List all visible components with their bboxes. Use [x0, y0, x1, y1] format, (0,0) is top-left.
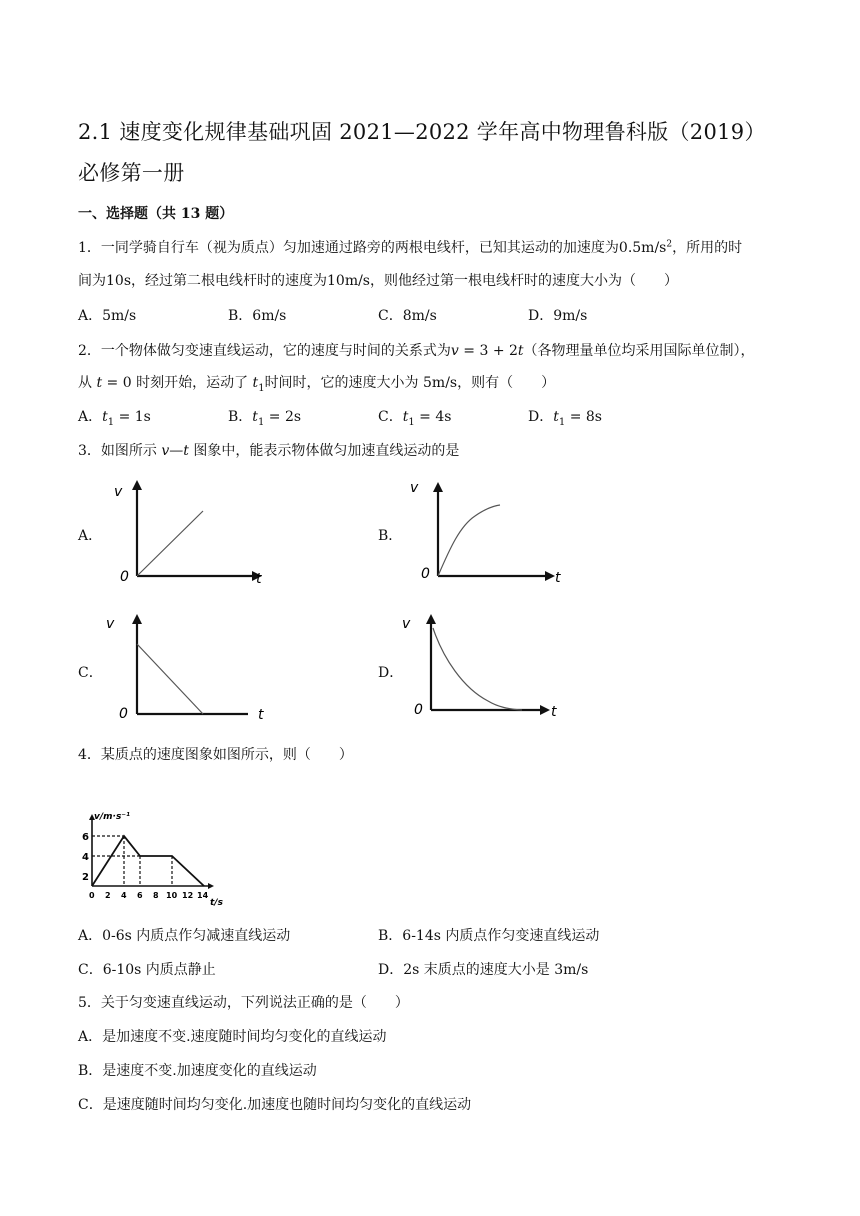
q2-option-d[interactable]: D．$t_1 = 8s$: [528, 409, 602, 428]
q2-option-a[interactable]: A．$t_1 = 1s$: [78, 409, 151, 428]
q4-xtick-0: 0: [89, 891, 95, 900]
graph-b-curve: [438, 505, 500, 576]
q1-line1: [78, 237, 742, 257]
graph-d-t-label: t: [551, 704, 557, 720]
q2-option-c[interactable]: C．$t_1 = 4s$: [378, 409, 452, 428]
graph-b-v-label: v: [410, 480, 419, 496]
v-axis-arrow-icon: [132, 480, 142, 490]
q1-option-a[interactable]: A．5m/s: [78, 308, 137, 324]
graph-c-t-label: t: [258, 707, 264, 723]
q4-xtick-12: 12: [182, 891, 194, 900]
q3-graph-d: [398, 608, 568, 723]
q1-line2: 间为10s，经过第二根电线杆时的速度为10m/s，则他经过第一根电线杆时的速度大小为（ ）: [78, 273, 678, 289]
page-title-line1: 2.1 速度变化规律基础巩固 2021—2022 学年高中物理鲁科版（2019）: [78, 120, 766, 144]
q5-option-c[interactable]: C．是速度随时间均匀变化.加速度也随时间均匀变化的直线运动: [78, 1097, 472, 1113]
graph-a-t-label: t: [256, 571, 262, 587]
q1-option-b[interactable]: B．6m/s: [228, 308, 287, 324]
graph-a-v-label: v: [114, 484, 123, 500]
q4-ytick-2: 2: [82, 872, 89, 883]
q5-option-b[interactable]: B．是速度不变.加速度变化的直线运动: [78, 1063, 317, 1079]
q4-option-d[interactable]: D．2s 末质点的速度大小是 3m/s: [378, 962, 589, 978]
q1-option-d[interactable]: D．9m/s: [528, 308, 588, 324]
v-axis-arrow-icon: [426, 614, 436, 624]
q4-option-c[interactable]: C．6-10s 内质点静止: [78, 962, 216, 978]
q3-option-b-label[interactable]: B．: [378, 528, 403, 544]
q4-graph: [82, 808, 232, 908]
q4-option-a[interactable]: A．0-6s 内质点作匀减速直线运动: [78, 928, 291, 944]
graph-c-v-label: v: [106, 616, 115, 632]
q4-xtick-10: 10: [166, 891, 178, 900]
q4-xtick-8: 8: [153, 891, 159, 900]
q4-xtick-4: 4: [121, 891, 127, 900]
q4-xtick-2: 2: [105, 891, 111, 900]
q2-option-b[interactable]: B．$t_1 = 2s$: [228, 409, 302, 428]
q3-graph-b: [405, 478, 565, 588]
page-title-line2: 必修第一册: [78, 161, 185, 185]
graph-a-curve: [137, 511, 203, 576]
graph-b-origin: 0: [421, 566, 430, 582]
q4-option-b[interactable]: B．6-14s 内质点作匀变速直线运动: [378, 928, 600, 944]
q3-stem: 3．如图所示 v—t 图象中，能表示物体做匀加速直线运动的是: [78, 443, 460, 459]
q4-ytick-4: 4: [82, 852, 89, 863]
q3-graph-a: [112, 478, 272, 588]
q5-option-a[interactable]: A．是加速度不变.速度随时间均匀变化的直线运动: [78, 1029, 387, 1045]
section-heading: 一、选择题（共 13 题）: [78, 206, 234, 222]
q1-text: 1．一同学骑自行车（视为质点）匀加速通过路旁的两根电线杆，已知其运动的加速度为: [78, 240, 619, 256]
q4-xtick-6: 6: [137, 891, 143, 900]
q2-line1: 2．一个物体做匀变速直线运动，它的速度与时间的关系式为v = 3 + 2t（各物理量单位均采用国际单位制），: [78, 343, 755, 359]
graph-d-origin: 0: [414, 702, 423, 718]
q4-vt-curve: [92, 836, 204, 886]
v-axis-arrow-icon: [132, 614, 142, 624]
t-axis-arrow-icon: [545, 571, 555, 581]
q4-ylabel: v/m·s⁻¹: [94, 812, 130, 822]
q3-option-d-label[interactable]: D．: [378, 665, 404, 681]
t-axis-arrow-icon: [208, 883, 214, 889]
q4-xtick-14: 14: [197, 891, 209, 900]
q1-accel: $0.5m/s^2$: [618, 239, 673, 256]
q1-option-c[interactable]: C．8m/s: [378, 308, 437, 324]
graph-d-curve: [433, 628, 522, 710]
graph-d-v-label: v: [402, 616, 411, 632]
q3-graph-c: [103, 608, 273, 723]
q4-ytick-6: 6: [82, 832, 89, 843]
graph-b-t-label: t: [555, 570, 561, 586]
q3-option-a-label[interactable]: A．: [78, 528, 103, 544]
q3-option-c-label[interactable]: C．: [78, 665, 103, 681]
q2-line2: 从 t = 0 时刻开始，运动了 $t_1$时间时，它的速度大小为 5m/s，则有（ ）: [78, 375, 556, 394]
q4-xlabel: t/s: [210, 898, 223, 908]
q4-stem: 4．某质点的速度图象如图所示，则（ ）: [78, 747, 353, 763]
q1-text-tail: ，所用的时: [672, 240, 743, 256]
q5-stem: 5．关于匀变速直线运动，下列说法正确的是（ ）: [78, 995, 409, 1011]
graph-c-origin: 0: [119, 706, 128, 722]
graph-a-origin: 0: [120, 569, 129, 585]
graph-c-curve: [137, 644, 203, 714]
v-axis-arrow-icon: [433, 482, 443, 492]
t-axis-arrow-icon: [540, 705, 550, 715]
